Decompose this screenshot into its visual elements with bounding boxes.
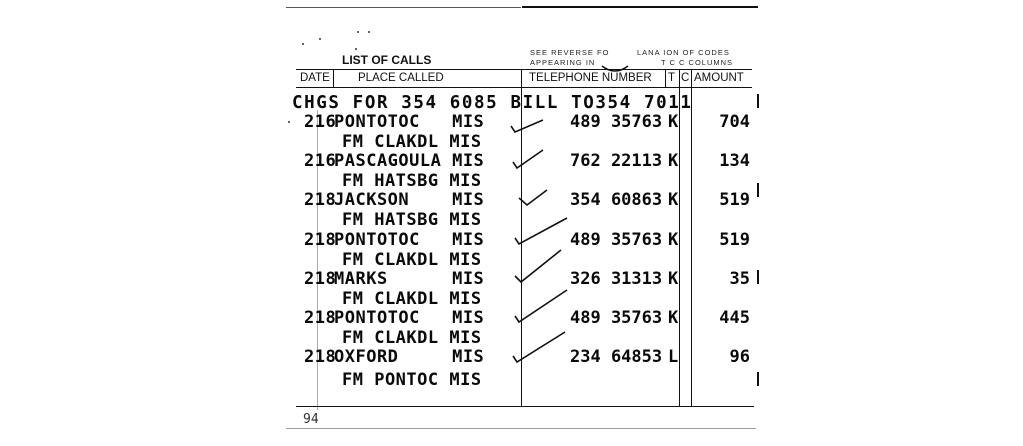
call-origin: FM CLAKDL MIS xyxy=(342,289,482,309)
margin-tick xyxy=(757,94,759,108)
margin-tick xyxy=(757,183,759,197)
form-title: LIST OF CALLS xyxy=(342,53,432,67)
rule-t-c xyxy=(679,70,680,406)
top-rule-left xyxy=(286,7,521,8)
call-place: PONTOTOC MIS xyxy=(334,230,485,250)
call-origin: FM HATSBG MIS xyxy=(342,171,482,191)
codes-note-line1b: LANA ION OF CODES xyxy=(637,48,730,57)
charges-summary-line: CHGS FOR 354 6085 BILL TO354 7011 xyxy=(292,93,693,113)
call-amount: 704 xyxy=(719,112,750,132)
column-header-amount: AMOUNT xyxy=(694,72,744,84)
rule-phone-t xyxy=(665,70,666,88)
call-place: OXFORD MIS xyxy=(334,347,485,367)
header-top-rule xyxy=(296,69,752,70)
call-amount: 519 xyxy=(719,190,750,210)
call-origin: FM PONTOC MIS xyxy=(342,370,482,390)
call-telephone: 326 31313 xyxy=(570,269,663,289)
call-amount: 519 xyxy=(719,230,750,250)
call-amount: 96 xyxy=(729,347,750,367)
call-origin: FM CLAKDL MIS xyxy=(342,250,482,270)
bottom-rule xyxy=(296,406,754,407)
call-date: 218 xyxy=(304,190,337,210)
top-rule-right xyxy=(522,6,758,8)
column-header-date: DATE xyxy=(300,72,330,84)
call-telephone: 489 35763 xyxy=(570,230,663,250)
bottom-edge-rule xyxy=(286,428,756,429)
codes-note-line2b: T C C COLUMNS xyxy=(661,58,734,67)
handwritten-check-marks xyxy=(505,110,585,370)
footer-handwritten-mark: 94 xyxy=(303,412,319,427)
call-date: 216 xyxy=(304,112,337,132)
call-place: PONTOTOC MIS xyxy=(334,308,485,328)
margin-tick xyxy=(757,372,759,386)
call-code: L xyxy=(668,347,679,367)
call-origin: FM HATSBG MIS xyxy=(342,210,482,230)
call-amount: 134 xyxy=(719,151,750,171)
call-place: PONTOTOC MIS xyxy=(334,112,485,132)
call-place: PASCAGOULA MIS xyxy=(334,151,485,171)
ink-speck xyxy=(357,31,359,33)
margin-tick xyxy=(757,270,759,284)
column-header-place: PLACE CALLED xyxy=(358,72,444,84)
call-date: 216 xyxy=(304,151,337,171)
call-code: K xyxy=(668,190,679,210)
call-amount: 445 xyxy=(719,308,750,328)
codes-note-line2: APPEARING IN xyxy=(530,58,596,67)
call-amount: 35 xyxy=(729,269,750,289)
rule-date-place xyxy=(333,70,334,88)
call-place: MARKS MIS xyxy=(334,269,485,289)
call-origin: FM CLAKDL MIS xyxy=(342,132,482,152)
ink-speck xyxy=(288,121,290,123)
call-telephone: 354 60863 xyxy=(570,190,663,210)
call-date: 218 xyxy=(304,230,337,250)
ink-speck xyxy=(302,43,304,45)
call-date: 218 xyxy=(304,308,337,328)
call-code: K xyxy=(668,230,679,250)
call-date: 218 xyxy=(304,347,337,367)
column-header-telephone: TELEPHONE NUMBER xyxy=(529,72,652,84)
call-origin: FM CLAKDL MIS xyxy=(342,328,482,348)
ink-speck xyxy=(319,38,321,40)
call-telephone: 234 64853 xyxy=(570,347,663,367)
call-date: 218 xyxy=(304,269,337,289)
header-bottom-rule xyxy=(296,87,752,88)
call-code: K xyxy=(668,112,679,132)
call-telephone: 489 35763 xyxy=(570,308,663,328)
call-telephone: 762 22113 xyxy=(570,151,663,171)
column-header-c: C xyxy=(681,72,690,84)
call-code: K xyxy=(668,151,679,171)
call-telephone: 489 35763 xyxy=(570,112,663,132)
ink-speck xyxy=(355,48,357,50)
call-code: K xyxy=(668,308,679,328)
call-place: JACKSON MIS xyxy=(334,190,485,210)
call-code: K xyxy=(668,269,679,289)
codes-note-line1: SEE REVERSE FO xyxy=(530,48,610,57)
ink-speck xyxy=(368,31,370,33)
column-header-t: T xyxy=(668,72,676,84)
